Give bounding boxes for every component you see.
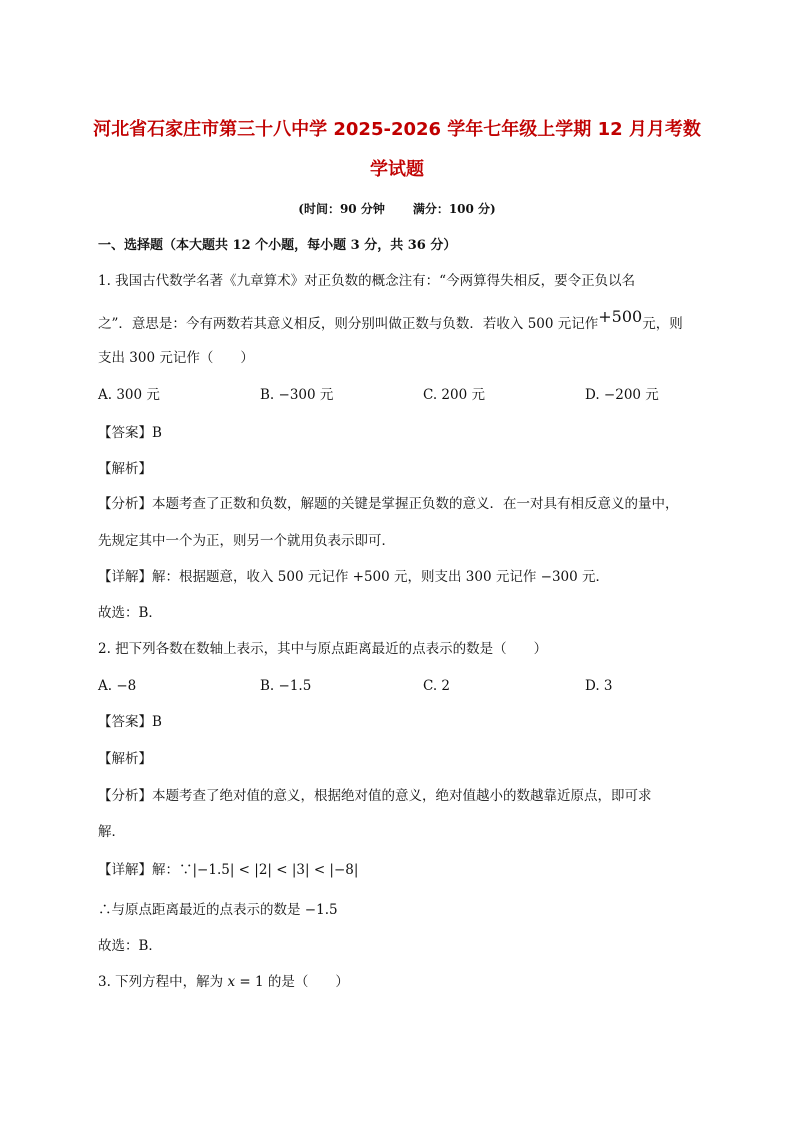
q2-option-b: B. −1.5 [260, 678, 312, 694]
section-heading: 一、选择题（本大题共 12 个小题，每小题 3 分，共 36 分） [98, 238, 457, 253]
q3-stem-end: = 1 的是（ ） [235, 974, 349, 990]
q2-analysis-line2: 解． [98, 824, 125, 840]
exam-meta [0, 200, 794, 217]
q2-answer: 【答案】B [98, 714, 162, 730]
q3-stem [98, 972, 349, 992]
q1-stem-line2-text: 之”．意思是：今有两数若其意义相反，则分别叫做正数与负数．若收入 500 元记作 [98, 316, 599, 332]
q1-answer: 【答案】B [98, 425, 162, 441]
q1-option-d: D. −200 元 [585, 387, 659, 403]
q2-analysis-line1: 【分析】本题考查了绝对值的意义，根据绝对值的意义，绝对值越小的数越靠近原点，即可求 [98, 788, 652, 804]
q2-therefore: ∴与原点距离最近的点表示的数是 −1.5 [98, 902, 338, 918]
exam-time: (时间：90 分钟 [298, 202, 385, 216]
q1-choose: 故选：B． [98, 605, 162, 621]
q2-option-c: C. 2 [423, 678, 451, 694]
exam-score: 满分：100 分) [412, 202, 496, 216]
q2-option-a: A. −8 [98, 678, 137, 694]
q1-stem-sup-value: +500 [598, 307, 643, 326]
q2-option-d: D. 3 [585, 678, 613, 694]
q1-option-a: A. 300 元 [98, 387, 160, 403]
q1-stem-line3: 支出 300 元记作（ ） [98, 350, 254, 366]
q2-stem: 2. 把下列各数在数轴上表示，其中与原点距离最近的点表示的数是（ ） [98, 641, 548, 657]
q2-choose: 故选：B． [98, 938, 162, 954]
q1-stem-line1: 1. 我国古代数学名著《九章算术》对正负数的概念注有：“今两算得失相反，要令正负以名 [98, 273, 636, 289]
q2-detail: 【详解】解：∵|−1.5| < |2| < |3| < |−8| [98, 862, 359, 878]
q2-jiexi: 【解析】 [98, 751, 152, 767]
q1-stem-line2 [98, 307, 683, 334]
q1-option-b: B. −300 元 [260, 387, 334, 403]
q3-stem-text: 3. 下列方程中，解为 [98, 974, 228, 990]
exam-title-line1: 河北省石家庄市第三十八中学 2025-2026 学年七年级上学期 12 月月考数 [93, 119, 701, 140]
q1-detail: 【详解】解：根据题意，收入 500 元记作 +500 元，则支出 300 元记作 −300 元． [98, 569, 610, 585]
q1-jiexi: 【解析】 [98, 461, 152, 477]
q1-option-c: C. 200 元 [423, 387, 485, 403]
q1-analysis-line1: 【分析】本题考查了正数和负数，解题的关键是掌握正负数的意义．在一对具有相反意义的量中， [98, 496, 679, 512]
q3-variable: x [227, 974, 236, 990]
q1-analysis-line2: 先规定其中一个为正，则另一个就用负表示即可． [98, 533, 395, 549]
q1-stem-line2-end: 元，则 [642, 316, 683, 332]
exam-title-line2: 学试题 [370, 159, 424, 180]
